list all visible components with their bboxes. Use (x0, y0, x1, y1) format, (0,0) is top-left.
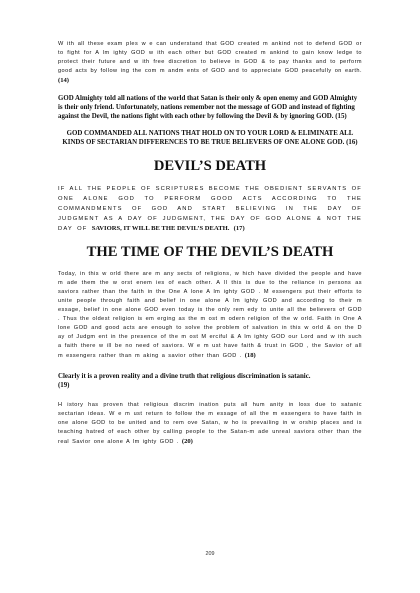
paragraph-text: Clearly it is a proven reality and a divine truth that religious discrimination is satanic. (58, 372, 311, 380)
paragraph-text: W ith all these exam ples w e can understand that GOD created m ankind not to defend GOD or to fight for A lm ighty GOD w ith each other but GOD created m ankind to gain know ledge to protect their future and w ith free discretion to believe in GOD & to pay thanks and to perform good acts by follow ing the com m andm ents of GOD and to appreciate GOD peacefully on earth. (58, 41, 362, 74)
paragraph-text: GOD COMMANDED ALL NATIONS THAT HOLD ON TO YOUR LORD & ELIMINATE ALL KINDS OF SECTARIAN DIFFERENCES TO BE TRUE BELIEVERS OF ONE ALONE GOD. (62, 130, 354, 147)
reference-number: (18) (244, 351, 256, 359)
paragraph-text: H istory has proven that religious discrim ination puts all hum anity in loss due to satanic sectarian ideas. W e m ust return to follow the m essage of all the m essengers to have faith in one alone GOD to be united and to rem ove Satan, w ho is prevailing in w orship places and is teaching hatred of each other by calling people to the Satan-m ade unreal saviors other than the real Savior one alone A lm ighty GOD . (58, 401, 362, 445)
page-number: 209 (205, 551, 215, 557)
heading-devils-death: DEVIL’S DEATH (153, 157, 267, 174)
paragraph-gods-purpose (58, 40, 362, 86)
reference-number: (14) (58, 77, 69, 84)
heading-time-of-devils-death: THE TIME OF THE DEVIL’S DEATH (86, 243, 334, 260)
paragraph-text: IF ALL THE PEOPLE OF SCRIPTURES BECOME THE OBEDIENT SERVANTS OF ONE ALONE GOD TO PERFORM GOOD ACTS ACCORDING TO THE COMMANDMENTS OF GOD AND START BELIEVING IN THE DAY OF JUDGMENT AS A DAY OF JUDGMENT, THE DAY OF GOD ALONE & NOT THE DAY OF (58, 185, 362, 232)
paragraph-history-proven (58, 401, 362, 447)
paragraph-satan-enemy (58, 94, 362, 121)
paragraph-proven-reality (58, 372, 362, 390)
paragraph-text: Today, in this w orld there are m any sects of religions, w hich have divided the people and have m ade them the w orst enem ies of each other. A ll this is due to the reliance in persons as saviors rather than the faith in the One A lone A lm ighty GOD . M essengers put their efforts to unite people through faith and belief in one alone A lm ighty GOD and according to their m essage, belief in one alone GOD even today is the only rem edy to unite all the believers of GOD . Thus the oldest religion is em erging as the m ost m odern religion of the w orld. Faith in One A lone GOD and good acts are enough to solve the problem of salvation in this w orld & on the D ay of Judgm ent in the presence of the m ost M erciful & A lm ighty GOD our Lord and w ith such a faith there w ill be no need of saviors. W e m ust have faith & trust in GOD , the Savior of all m essengers rather than m aking a savior other than GOD . (58, 270, 362, 359)
paragraph-god-commanded (58, 129, 362, 148)
paragraph-tail: SAVIORS, IT WILL BE THE DEVIL’S DEATH. (91, 224, 230, 232)
reference-number: (16) (346, 139, 358, 147)
reference-number: (19) (58, 381, 70, 389)
paragraph-people-of-scriptures (58, 184, 362, 234)
paragraph-text: GOD Almighty told all nations of the world that Satan is their only & open enemy and GOD Almighty is their only friend. Unfortunately, nations remember not the message of GOD and instead of fighting against the Devil, the nations fight with each other by following the Devil & by ignoring GOD. (58, 95, 358, 120)
reference-number: (17) (233, 224, 245, 232)
reference-number: (20) (181, 437, 193, 445)
paragraph-sects-of-religions (58, 270, 362, 361)
reference-number: (15) (335, 113, 347, 120)
